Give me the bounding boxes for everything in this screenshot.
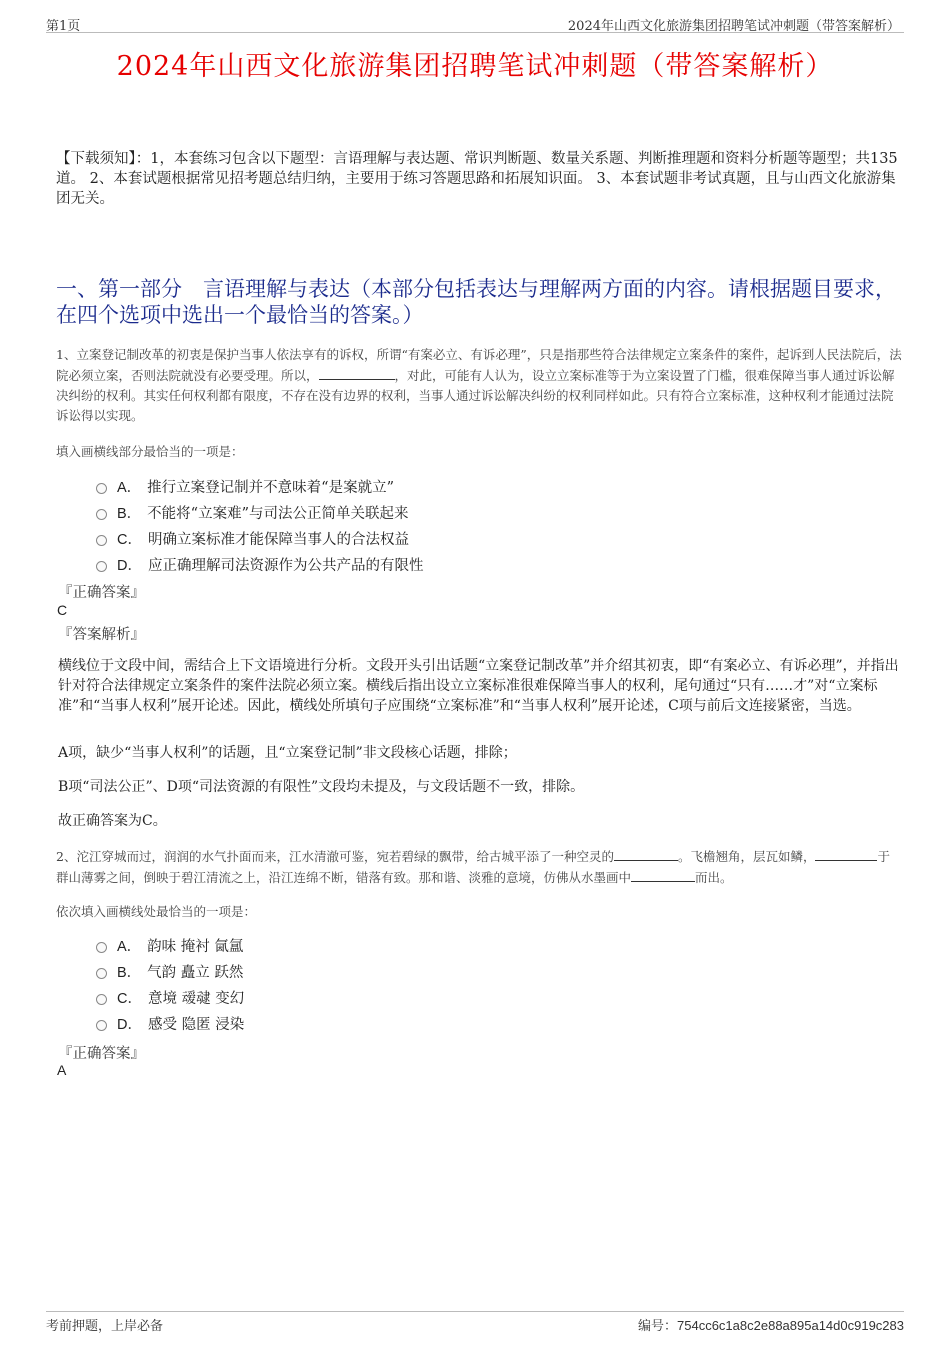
option-a[interactable]	[96, 932, 244, 958]
option-c[interactable]	[96, 525, 423, 551]
option-letter: C．	[117, 990, 142, 1007]
option-d[interactable]	[96, 1010, 244, 1036]
analysis-label: 『答案解析』	[58, 627, 145, 643]
option-text: 韵味 掩衬 氤氲	[147, 938, 244, 955]
analysis-paragraph: B项“司法公正”、D项“司法资源的有限性”文段均未提及，与文段话题不一致，排除。	[58, 779, 585, 795]
option-letter: D．	[117, 1016, 142, 1033]
question-1-text-a: 1、立案登记制改革的初衷是保护当事人依法享有的诉权，所谓“有案必立、有诉必理”，只是指那些符合法律规定立案条件的案件，起诉到人民法院后，法院必须立案，否则法院就没有必要受理。所以，	[56, 347, 902, 383]
page-header	[46, 14, 904, 33]
footer-code-value: 754cc6c1a8c2e88a895a14d0c919c283	[677, 1318, 904, 1333]
footer-code-label: 编号：	[638, 1319, 678, 1334]
analysis-paragraph: 故正确答案为C。	[58, 813, 167, 829]
option-text: 感受 隐匿 浸染	[147, 1016, 245, 1033]
option-letter: A．	[117, 479, 142, 496]
answer-value: A	[57, 1062, 67, 1078]
question-1-stem	[56, 345, 902, 426]
fill-blank	[815, 846, 877, 861]
fill-blank	[631, 867, 695, 882]
page-footer	[46, 1311, 904, 1332]
radio-icon[interactable]	[96, 942, 107, 953]
answer-label: 『正确答案』	[58, 585, 145, 601]
option-letter: D．	[117, 557, 142, 574]
option-c[interactable]	[96, 984, 244, 1010]
option-d[interactable]	[96, 551, 423, 577]
option-letter: A．	[117, 938, 142, 955]
option-letter: B．	[117, 505, 142, 522]
radio-icon[interactable]	[96, 509, 107, 520]
header-doc-title: 2024年山西文化旅游集团招聘笔试冲刺题（带答案解析）	[567, 19, 900, 34]
option-text: 气韵 矗立 跃然	[147, 964, 244, 981]
question-2-stem	[56, 846, 902, 888]
fill-blank	[614, 846, 678, 861]
option-b[interactable]	[96, 958, 244, 984]
option-text: 明确立案标准才能保障当事人的合法权益	[147, 531, 409, 548]
option-letter: C．	[117, 531, 142, 548]
option-letter: B．	[117, 964, 142, 981]
page-number: 第1页	[46, 19, 81, 34]
download-notice: 【下载须知】：1，本套练习包含以下题型：言语理解与表达题、常识判断题、数量关系题、判断推理题和资料分析题等题型；共135道。 2、本套试题根据常见招考题总结归纳，主要用于练习答题思路和拓展知识面。 3、本套试题非考试真题，且与山西文化旅游集团无关。	[56, 151, 898, 207]
analysis-paragraph: 横线位于文段中间，需结合上下文语境进行分析。文段开头引出话题“立案登记制改革”并介绍其初衷，即“有案必立、有诉必理”，并指出针对符合法律规定立案条件的案件法院必须立案。横线后指出设立立案标准很难保障当事人的权利，尾句通过“只有……才”对“立案标准”和“当事人权利”展开论述。因此，横线处所填句子应围绕“立案标准”和“当事人权利”展开论述，C项与前后文连接紧密，当选。	[58, 658, 899, 714]
answer-value: C	[57, 602, 68, 618]
radio-icon[interactable]	[96, 483, 107, 494]
option-text: 意境 叆叇 变幻	[147, 990, 245, 1007]
analysis-paragraph: A项，缺少“当事人权利”的话题，且“立案登记制”非文段核心话题，排除；	[58, 745, 517, 761]
question-1-text-b: ，对此，可能有人认为，设立立案标准等于为立案设置了门槛，很难保障当事人通过诉讼解决纠纷的权利。其实任何权利都有限度，不存在没有边界的权利，当事人通过诉讼解决纠纷的权利同样如此。只有符合立案标准，这种权利才能通过法院诉讼得以实现。	[56, 368, 895, 423]
radio-icon[interactable]	[96, 1020, 107, 1031]
radio-icon[interactable]	[96, 561, 107, 572]
section-heading: 一、第一部分 言语理解与表达（本部分包括表达与理解两方面的内容。请根据题目要求，在四个选项中选出一个最恰当的答案。）	[56, 277, 896, 327]
question-2-text-a: 2、沱江穿城而过，润润的水气扑面而来，江水清澈可鉴，宛若碧绿的飘带，给古城平添了一种空灵的	[56, 849, 614, 864]
footer-code	[638, 1315, 904, 1334]
option-text: 应正确理解司法资源作为公共产品的有限性	[147, 557, 424, 574]
question-2-instruction: 依次填入画横线处最恰当的一项是：	[56, 904, 257, 919]
question-2-text-d: 而出。	[695, 870, 733, 885]
option-text: 不能将“立案难”与司法公正简单关联起来	[147, 505, 409, 522]
footer-slogan: 考前押题，上岸必备	[46, 1319, 164, 1334]
radio-icon[interactable]	[96, 994, 107, 1005]
answer-label: 『正确答案』	[58, 1046, 145, 1062]
option-b[interactable]	[96, 499, 423, 525]
option-text: 推行立案登记制并不意味着“是案就立”	[147, 479, 394, 496]
radio-icon[interactable]	[96, 968, 107, 979]
question-2-options	[96, 932, 244, 1036]
fill-blank	[319, 365, 395, 380]
question-2-text-c: 于群山薄雾之间，倒映于碧江清流之上，沿江连绵不断，错落有致。那和谐、淡雅的意境，仿佛从水墨画中	[56, 849, 890, 885]
page-title: 2024年山西文化旅游集团招聘笔试冲刺题（带答案解析）	[116, 51, 834, 82]
question-1-instruction: 填入画横线部分最恰当的一项是：	[56, 444, 244, 459]
radio-icon[interactable]	[96, 535, 107, 546]
option-a[interactable]	[96, 473, 423, 499]
question-2-text-b: 。飞檐翘角，层瓦如鳞，	[677, 849, 816, 864]
question-1-options	[96, 473, 423, 577]
